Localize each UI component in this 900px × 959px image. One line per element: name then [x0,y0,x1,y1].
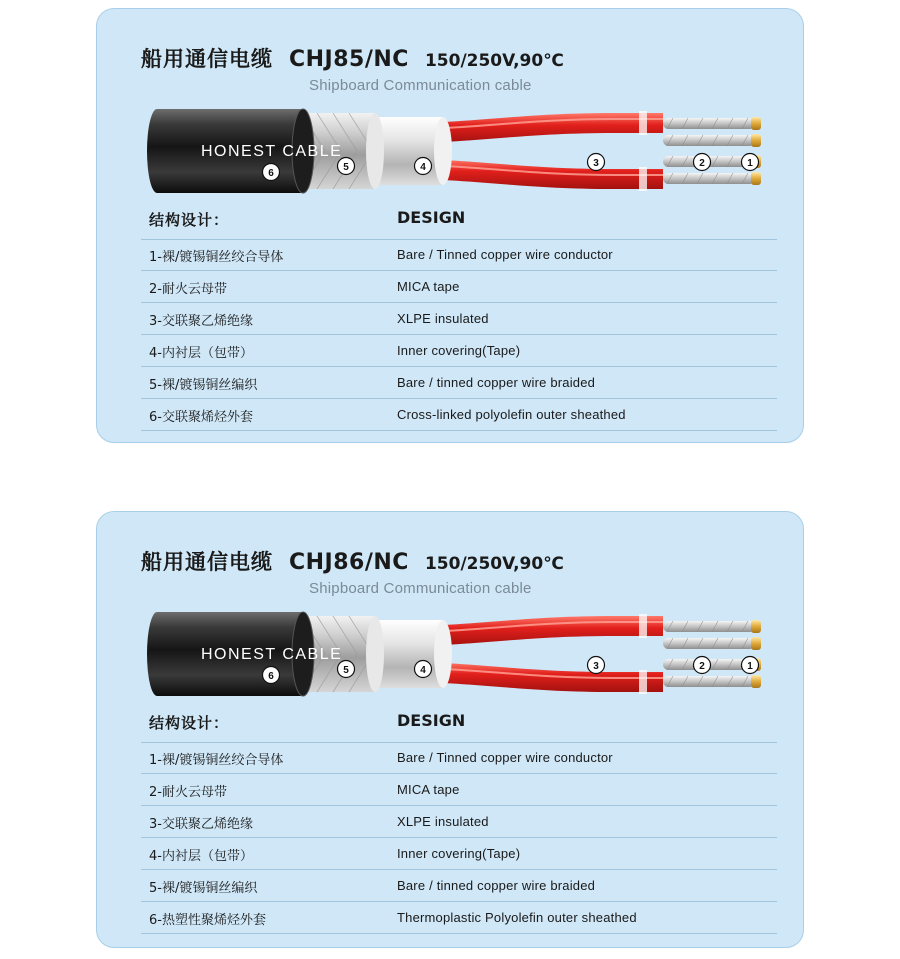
svg-text:6: 6 [268,168,274,179]
design-row-en: Inner covering(Tape) [397,343,521,358]
design-row-en: Bare / tinned copper wire braided [397,878,596,893]
product-title-code: CHJ85/NC [289,47,409,72]
design-row-en: XLPE insulated [397,814,489,829]
svg-text:2: 2 [699,158,705,169]
svg-text:3: 3 [593,661,599,672]
design-row-cn: 3-交联聚乙烯绝缘 [149,817,253,832]
svg-text:1: 1 [747,158,753,169]
product-title-cn: 船用通信电缆 [141,47,273,71]
design-row [141,742,777,774]
design-label-cn: 结构设计： [149,211,230,229]
svg-text:4: 4 [420,162,426,173]
product-title-code: CHJ86/NC [289,550,409,575]
design-row-cn: 1-裸/镀锡铜丝绞合导体 [149,250,284,265]
product-card-chj86 [96,511,804,948]
svg-text:6: 6 [268,671,274,682]
design-row [141,335,777,367]
design-row [141,838,777,870]
product-card-chj85 [96,8,804,443]
design-row-en: MICA tape [397,782,460,797]
svg-text:2: 2 [699,661,705,672]
design-rows [141,239,777,431]
design-row-cn: 6-热塑性聚烯烃外套 [149,913,266,928]
design-header [141,708,777,743]
design-row-cn: 1-裸/镀锡铜丝绞合导体 [149,753,284,768]
design-row-cn: 4-内衬层（包带） [149,849,253,864]
design-row [141,806,777,838]
design-label-en: DESIGN [397,208,466,227]
design-row-en: Inner covering(Tape) [397,846,521,861]
product-title [141,43,564,73]
design-rows [141,742,777,934]
design-row-en: Bare / tinned copper wire braided [397,375,596,390]
design-label-cn: 结构设计： [149,714,230,732]
design-row-cn: 5-裸/镀锡铜丝编织 [149,378,258,393]
design-row [141,399,777,431]
design-row [141,239,777,271]
svg-text:4: 4 [420,665,426,676]
design-row-en: MICA tape [397,279,460,294]
design-header [141,205,777,240]
design-row [141,870,777,902]
design-row [141,271,777,303]
cable-brand-text: HONEST CABLE [201,143,343,160]
svg-text:5: 5 [343,665,349,676]
design-row-en: Bare / Tinned copper wire conductor [397,750,613,765]
design-row [141,367,777,399]
design-row-en: Thermoplastic Polyolefin outer sheathed [397,910,637,925]
cable-brand-text: HONEST CABLE [201,646,343,663]
design-row-cn: 3-交联聚乙烯绝缘 [149,314,253,329]
design-row [141,774,777,806]
design-row-cn: 2-耐火云母带 [149,785,227,800]
design-row-cn: 2-耐火云母带 [149,282,227,297]
design-row-en: XLPE insulated [397,311,489,326]
cable-diagram [143,105,773,197]
design-row-cn: 4-内衬层（包带） [149,346,253,361]
product-subtitle: Shipboard Communication cable [309,580,532,597]
svg-text:3: 3 [593,158,599,169]
design-row-en: Bare / Tinned copper wire conductor [397,247,613,262]
design-row [141,902,777,934]
product-title [141,546,564,576]
design-row-cn: 5-裸/镀锡铜丝编织 [149,881,258,896]
design-row-en: Cross-linked polyolefin outer sheathed [397,407,626,422]
product-title-spec: 150/250V,90℃ [424,554,564,574]
product-subtitle: Shipboard Communication cable [309,77,532,94]
product-title-cn: 船用通信电缆 [141,550,273,574]
product-title-spec: 150/250V,90℃ [424,51,564,71]
cable-diagram [143,608,773,700]
design-label-en: DESIGN [397,711,466,730]
svg-text:1: 1 [747,661,753,672]
design-row-cn: 6-交联聚烯烃外套 [149,410,253,425]
svg-text:5: 5 [343,162,349,173]
design-row [141,303,777,335]
